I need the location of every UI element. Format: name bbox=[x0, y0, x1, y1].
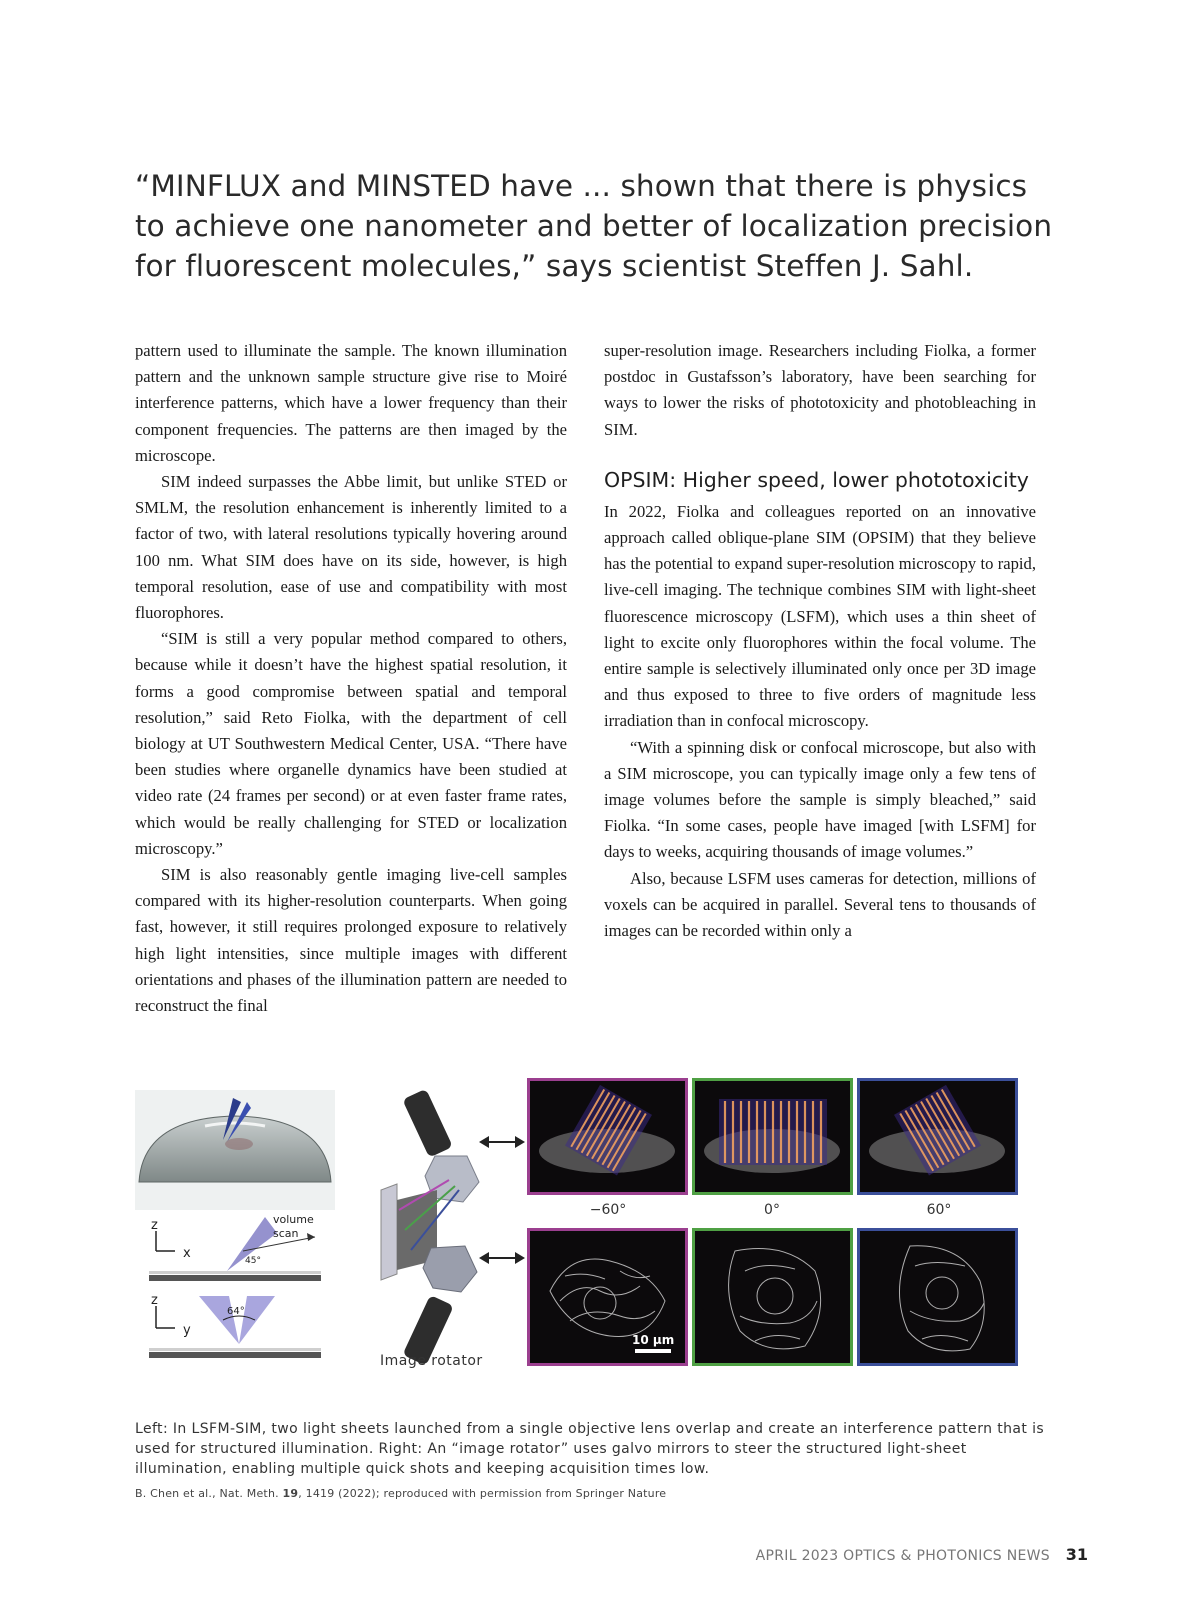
body-paragraph: SIM is also reasonably gentle imaging live-cell samples compared with its higher-resolution counterparts. When going fast, however, it still requires prolonged exposure to relatively high light intensities, since multiple images with different orientations and phases of the illumination pattern are needed to reconstruct the final bbox=[135, 865, 567, 1016]
light-sheet-panel-60 bbox=[857, 1078, 1018, 1195]
scale-bar-label: 10 µm bbox=[632, 1333, 675, 1347]
credit-rest: , 1419 (2022); reproduced with permission from Springer Nature bbox=[298, 1487, 667, 1500]
xz-scan-schematic bbox=[135, 1215, 335, 1287]
body-paragraph: SIM indeed surpasses the Abbe limit, but unlike STED or SMLM, the resolution enhancement is inherently limited to a factor of two, with lateral resolutions typically hovering around 100 nm. What SIM does have on its side, however, is high temporal resolution, ease of use and compatibility with most fluorophores. bbox=[135, 472, 567, 623]
figure-caption: Left: In LSFM-SIM, two light sheets launched from a single objective lens overlap and create an interference pattern that is used for structured illumination. Right: An “image rotator” uses galvo mirrors to steer the structured light-sheet illumination, enabling multiple quick shots and keeping acquisition times low. bbox=[135, 1421, 1045, 1477]
light-sheet-panel-0 bbox=[692, 1078, 853, 1195]
body-paragraph: “With a spinning disk or confocal microscope, but also with a SIM microscope, you can typically image only a few tens of image volumes before the sample is simply bleached,” said Fiolka. “In some cases, people have imaged [with LSFM] for days to weeks, acquiring thousands of image volumes.” bbox=[604, 737, 1036, 862]
axis-label: x bbox=[183, 1246, 191, 1261]
angle-label: 64° bbox=[227, 1306, 245, 1317]
body-paragraph: “SIM is still a very popular method compared to others, because while it doesn’t have the highest spatial resolution, it forms a good compromise between spatial and temporal resolution,” said Reto Fiolka, with the department of cell biology at UT Southwestern Medical Center, USA. “There have been studies where organelle dynamics have been studied at video rate (24 frames per second) or at even faster frame rates, which would be really challenging for STED or localization microscopy.” bbox=[135, 629, 567, 858]
credit-volume: 19 bbox=[282, 1487, 299, 1500]
figure-credit bbox=[135, 1487, 1050, 1500]
cell-image-panel-60 bbox=[857, 1228, 1018, 1366]
cell-image-panel-0 bbox=[692, 1228, 853, 1366]
image-rotator-illustration bbox=[375, 1090, 535, 1372]
figure bbox=[135, 1090, 1045, 1398]
volume-label: volume bbox=[273, 1215, 314, 1226]
page-number: 31 bbox=[1065, 1545, 1088, 1564]
section-heading: OPSIM: Higher speed, lower phototoxicity bbox=[604, 467, 1029, 492]
angle-label: 60° bbox=[926, 1202, 952, 1218]
axis-label: z bbox=[151, 1293, 158, 1308]
right-column bbox=[604, 338, 1036, 944]
axis-label: z bbox=[151, 1218, 158, 1233]
yz-angle-schematic bbox=[135, 1290, 335, 1370]
credit-authors: B. Chen et al., Nat. Meth. bbox=[135, 1487, 279, 1500]
body-paragraph: Also, because LSFM uses cameras for detection, millions of voxels can be acquired in parallel. Several tens to thousands of images can be recorded within only a bbox=[604, 868, 1036, 941]
angle-label: −60° bbox=[589, 1202, 627, 1218]
left-column bbox=[135, 338, 567, 1019]
body-paragraph: pattern used to illuminate the sample. The known illumination pattern and the unknown sample structure give rise to Moiré interference patterns, which have a lower frequency than their component frequencies. The patterns are then imaged by the microscope. bbox=[135, 341, 567, 465]
angle-label: 0° bbox=[764, 1202, 780, 1218]
objective-lens-illustration bbox=[135, 1090, 335, 1210]
scan-label: scan bbox=[273, 1227, 299, 1240]
footer-issue: APRIL 2023 OPTICS & PHOTONICS NEWS bbox=[755, 1548, 1050, 1564]
axis-label: y bbox=[183, 1323, 191, 1338]
image-rotator-label: Image rotator bbox=[380, 1353, 483, 1369]
pull-quote: “MINFLUX and MINSTED have ... shown that there is physics to achieve one nanometer and better of localization precision for fluorescent molecules,” says scientist Steffen J. Sahl. bbox=[135, 169, 1053, 283]
light-sheet-panel-minus60 bbox=[527, 1078, 688, 1195]
angle-label: 45° bbox=[245, 1256, 261, 1266]
body-paragraph: In 2022, Fiolka and colleagues reported on an innovative approach called oblique-plane SIM (OPSIM) that they believe has the potential to expand super-resolution microscopy to rapid, live-cell imaging. The technique combines SIM with light-sheet fluorescence microscopy (LSFM), which uses a thin sheet of light to excite only fluorophores within the focal volume. The entire sample is selectively illuminated only once per 3D image and thus exposed to three to five orders of magnitude less irradiation than in confocal microscopy. bbox=[604, 501, 1036, 731]
cell-image-panel-minus60 bbox=[527, 1228, 688, 1366]
body-paragraph: super-resolution image. Researchers including Fiolka, a former postdoc in Gustafsson’s laboratory, have been searching for ways to lower the risks of phototoxicity and photobleaching in SIM. bbox=[604, 341, 1036, 439]
